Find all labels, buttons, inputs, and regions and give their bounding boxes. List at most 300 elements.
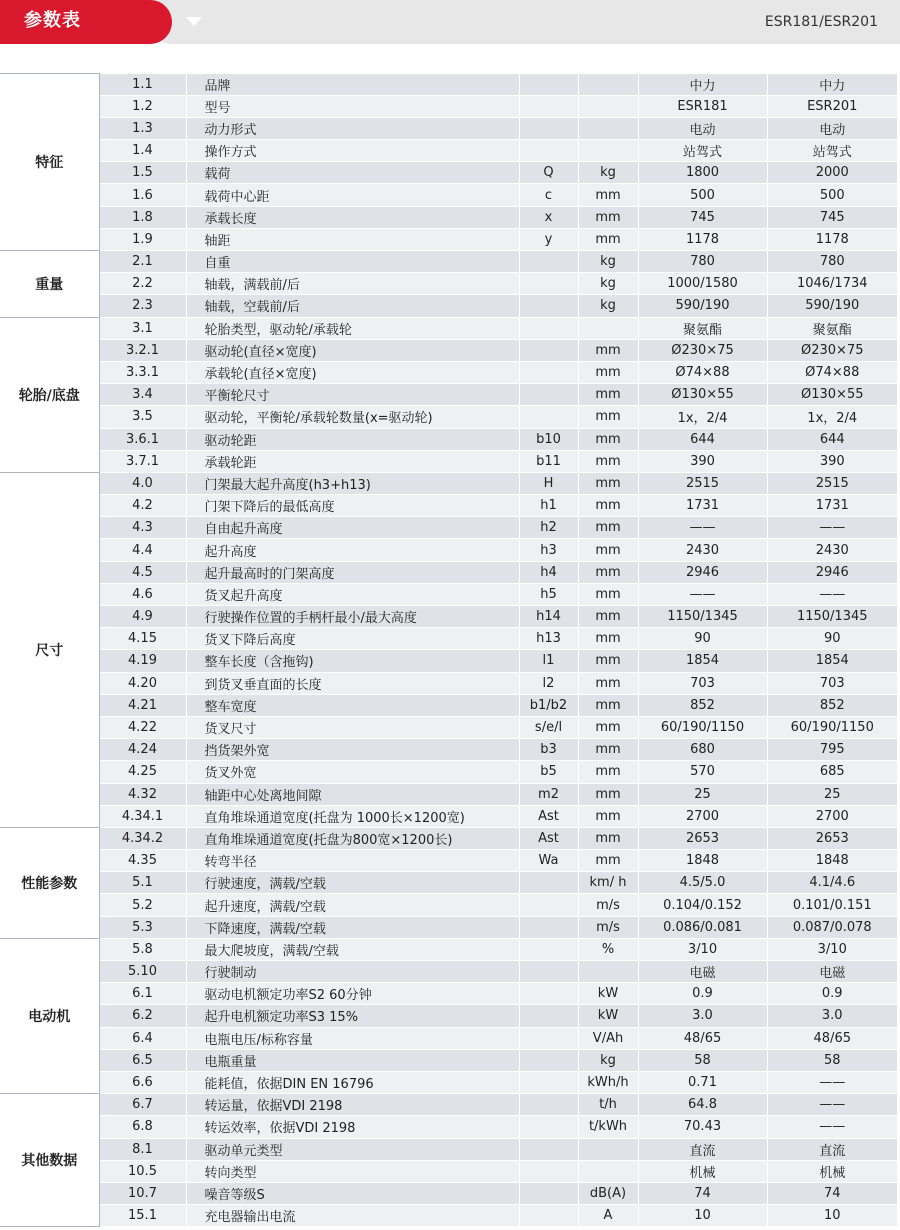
item-number: 6.7 — [99, 1094, 186, 1116]
value-esr181: 745 — [638, 206, 767, 228]
item-unit: m/s — [578, 916, 638, 938]
item-number: 6.4 — [99, 1027, 186, 1049]
item-unit: mm — [578, 805, 638, 827]
item-name: 型号 — [186, 95, 519, 117]
item-number: 1.3 — [99, 117, 186, 139]
value-esr201: 644 — [767, 428, 897, 450]
item-number: 1.2 — [99, 95, 186, 117]
value-esr201: —— — [767, 517, 897, 539]
value-esr201: 390 — [767, 450, 897, 472]
item-number: 4.15 — [99, 628, 186, 650]
value-esr181: 852 — [638, 694, 767, 716]
item-unit: m/s — [578, 894, 638, 916]
value-esr181: 1178 — [638, 228, 767, 250]
item-name: 品牌 — [186, 74, 519, 96]
item-name: 起升高度 — [186, 539, 519, 561]
item-number: 4.9 — [99, 606, 186, 628]
item-unit — [578, 1160, 638, 1182]
item-unit: mm — [578, 850, 638, 872]
item-unit: dB(A) — [578, 1182, 638, 1204]
item-name: 起升最高时的门架高度 — [186, 561, 519, 583]
value-esr181: 48/65 — [638, 1027, 767, 1049]
item-number: 1.6 — [99, 184, 186, 206]
item-name: 动力形式 — [186, 117, 519, 139]
table-row — [0, 339, 897, 361]
value-esr181: 机械 — [638, 1160, 767, 1182]
value-esr201: 聚氨酯 — [767, 317, 897, 339]
value-esr181: 644 — [638, 428, 767, 450]
value-esr181: 2515 — [638, 472, 767, 494]
item-name: 直角堆垛通道宽度(托盘为800宽×1200长) — [186, 827, 519, 849]
item-name: 电瓶重量 — [186, 1049, 519, 1071]
value-esr181: Ø74×88 — [638, 361, 767, 383]
value-esr181: 直流 — [638, 1138, 767, 1160]
value-esr181: 1000/1580 — [638, 273, 767, 295]
value-esr201: 1046/1734 — [767, 273, 897, 295]
value-esr181: Ø130×55 — [638, 384, 767, 406]
table-row — [0, 827, 897, 849]
item-unit — [578, 117, 638, 139]
item-symbol — [519, 140, 578, 162]
category-label: 重量 — [0, 251, 99, 318]
item-unit: mm — [578, 583, 638, 605]
value-esr201: 电动 — [767, 117, 897, 139]
item-name: 挡货架外宽 — [186, 739, 519, 761]
table-row — [0, 739, 897, 761]
item-symbol: h13 — [519, 628, 578, 650]
item-number: 3.5 — [99, 406, 186, 428]
table-row — [0, 1094, 897, 1116]
item-name: 货叉尺寸 — [186, 716, 519, 738]
item-unit: kg — [578, 273, 638, 295]
item-number: 3.4 — [99, 384, 186, 406]
item-name: 驱动电机额定功率S2 60分钟 — [186, 983, 519, 1005]
item-name: 驱动轮距 — [186, 428, 519, 450]
table-row — [0, 251, 897, 273]
item-number: 2.3 — [99, 295, 186, 317]
value-esr181: 500 — [638, 184, 767, 206]
item-symbol: h5 — [519, 583, 578, 605]
category-label: 其他数据 — [0, 1094, 99, 1227]
item-name: 行驶操作位置的手柄杆最小/最大高度 — [186, 606, 519, 628]
table-row — [0, 295, 897, 317]
value-esr201: 1150/1345 — [767, 606, 897, 628]
item-symbol: x — [519, 206, 578, 228]
value-esr201: 2430 — [767, 539, 897, 561]
item-unit: mm — [578, 739, 638, 761]
value-esr201: 745 — [767, 206, 897, 228]
table-row — [0, 117, 897, 139]
item-symbol: h4 — [519, 561, 578, 583]
value-esr201: 0.9 — [767, 983, 897, 1005]
item-name: 载荷中心距 — [186, 184, 519, 206]
item-number: 4.35 — [99, 850, 186, 872]
value-esr201: 10 — [767, 1205, 897, 1227]
item-symbol: m2 — [519, 783, 578, 805]
item-symbol — [519, 406, 578, 428]
value-esr201: 795 — [767, 739, 897, 761]
item-symbol — [519, 251, 578, 273]
value-esr181: 电动 — [638, 117, 767, 139]
value-esr201: 4.1/4.6 — [767, 872, 897, 894]
page-title: 参数表 — [24, 10, 81, 31]
item-number: 10.7 — [99, 1182, 186, 1204]
item-number: 1.1 — [99, 74, 186, 96]
category-label: 电动机 — [0, 938, 99, 1093]
value-esr181: ESR181 — [638, 95, 767, 117]
item-unit: mm — [578, 450, 638, 472]
value-esr181: 站驾式 — [638, 140, 767, 162]
value-esr201: 中力 — [767, 74, 897, 96]
item-number: 3.1 — [99, 317, 186, 339]
item-unit: kg — [578, 1049, 638, 1071]
item-symbol: c — [519, 184, 578, 206]
item-symbol — [519, 339, 578, 361]
value-esr201: —— — [767, 1071, 897, 1093]
item-number: 3.2.1 — [99, 339, 186, 361]
item-unit: km/ h — [578, 872, 638, 894]
value-esr201: —— — [767, 1094, 897, 1116]
value-esr201: Ø230×75 — [767, 339, 897, 361]
item-symbol — [519, 1005, 578, 1027]
category-label: 轮胎/底盘 — [0, 317, 99, 472]
item-symbol: b3 — [519, 739, 578, 761]
item-number: 2.2 — [99, 273, 186, 295]
item-name: 操作方式 — [186, 140, 519, 162]
item-name: 承载轮距 — [186, 450, 519, 472]
table-row — [0, 472, 897, 494]
table-row — [0, 228, 897, 250]
item-symbol — [519, 1182, 578, 1204]
value-esr181: 780 — [638, 251, 767, 273]
value-esr201: 2515 — [767, 472, 897, 494]
item-number: 4.19 — [99, 650, 186, 672]
value-esr181: 2700 — [638, 805, 767, 827]
item-symbol: l1 — [519, 650, 578, 672]
table-row — [0, 961, 897, 983]
item-unit: mm — [578, 561, 638, 583]
item-unit: mm — [578, 206, 638, 228]
value-esr181: 390 — [638, 450, 767, 472]
item-symbol: s/e/l — [519, 716, 578, 738]
item-unit: kW — [578, 1005, 638, 1027]
item-unit: mm — [578, 184, 638, 206]
value-esr201: 1178 — [767, 228, 897, 250]
item-unit: mm — [578, 539, 638, 561]
item-number: 6.1 — [99, 983, 186, 1005]
item-name: 货叉外宽 — [186, 761, 519, 783]
spec-table — [0, 73, 897, 1227]
item-symbol — [519, 916, 578, 938]
item-unit — [578, 317, 638, 339]
item-name: 轴距 — [186, 228, 519, 250]
item-unit: mm — [578, 228, 638, 250]
item-number: 1.5 — [99, 162, 186, 184]
item-unit: V/Ah — [578, 1027, 638, 1049]
item-name: 到货叉垂直面的长度 — [186, 672, 519, 694]
item-unit: mm — [578, 672, 638, 694]
item-unit: kg — [578, 162, 638, 184]
item-symbol: Ast — [519, 827, 578, 849]
table-row — [0, 273, 897, 295]
table-row — [0, 672, 897, 694]
item-symbol — [519, 1138, 578, 1160]
item-name: 充电器输出电流 — [186, 1205, 519, 1227]
table-row — [0, 1071, 897, 1093]
item-number: 4.5 — [99, 561, 186, 583]
value-esr201: 直流 — [767, 1138, 897, 1160]
item-symbol — [519, 74, 578, 96]
table-row — [0, 406, 897, 428]
item-unit: mm — [578, 716, 638, 738]
item-symbol: b5 — [519, 761, 578, 783]
item-unit: kg — [578, 251, 638, 273]
item-name: 载荷 — [186, 162, 519, 184]
value-esr181: 590/190 — [638, 295, 767, 317]
item-name: 轴距中心处离地间隙 — [186, 783, 519, 805]
item-symbol — [519, 1160, 578, 1182]
item-number: 4.6 — [99, 583, 186, 605]
value-esr201: 60/190/1150 — [767, 716, 897, 738]
value-esr181: 1x，2/4 — [638, 406, 767, 428]
item-symbol: h14 — [519, 606, 578, 628]
value-esr181: 2946 — [638, 561, 767, 583]
item-name: 承载轮(直径×宽度) — [186, 361, 519, 383]
item-number: 3.6.1 — [99, 428, 186, 450]
value-esr201: 703 — [767, 672, 897, 694]
value-esr201: 3.0 — [767, 1005, 897, 1027]
table-row — [0, 495, 897, 517]
item-number: 4.4 — [99, 539, 186, 561]
item-name: 整车宽度 — [186, 694, 519, 716]
item-symbol — [519, 872, 578, 894]
item-name: 平衡轮尺寸 — [186, 384, 519, 406]
item-name: 直角堆垛通道宽度(托盘为 1000长×1200宽) — [186, 805, 519, 827]
item-unit: mm — [578, 606, 638, 628]
item-name: 整车长度（含拖钩) — [186, 650, 519, 672]
item-number: 6.8 — [99, 1116, 186, 1138]
item-symbol: H — [519, 472, 578, 494]
item-number: 5.3 — [99, 916, 186, 938]
value-esr181: 4.5/5.0 — [638, 872, 767, 894]
table-row — [0, 517, 897, 539]
value-esr181: 中力 — [638, 74, 767, 96]
item-name: 自重 — [186, 251, 519, 273]
table-row — [0, 1005, 897, 1027]
value-esr201: 2000 — [767, 162, 897, 184]
item-unit: t/kWh — [578, 1116, 638, 1138]
value-esr181: 0.9 — [638, 983, 767, 1005]
item-name: 驱动轮(直径×宽度) — [186, 339, 519, 361]
value-esr181: 74 — [638, 1182, 767, 1204]
table-row — [0, 916, 897, 938]
item-number: 4.34.2 — [99, 827, 186, 849]
item-unit: t/h — [578, 1094, 638, 1116]
item-unit: mm — [578, 406, 638, 428]
value-esr181: 0.086/0.081 — [638, 916, 767, 938]
item-number: 4.3 — [99, 517, 186, 539]
item-unit: kWh/h — [578, 1071, 638, 1093]
item-number: 2.1 — [99, 251, 186, 273]
item-name: 行驶速度，满载/空载 — [186, 872, 519, 894]
item-symbol: b1/b2 — [519, 694, 578, 716]
item-unit: % — [578, 938, 638, 960]
item-number: 1.8 — [99, 206, 186, 228]
value-esr181: 3.0 — [638, 1005, 767, 1027]
value-esr201: 780 — [767, 251, 897, 273]
item-symbol — [519, 894, 578, 916]
item-name: 轮胎类型，驱动轮/承载轮 — [186, 317, 519, 339]
value-esr201: 3/10 — [767, 938, 897, 960]
item-unit: kW — [578, 983, 638, 1005]
item-name: 电瓶电压/标称容量 — [186, 1027, 519, 1049]
item-unit — [578, 95, 638, 117]
item-number: 15.1 — [99, 1205, 186, 1227]
item-name: 起升电机额定功率S3 15% — [186, 1005, 519, 1027]
value-esr201: 1731 — [767, 495, 897, 517]
item-number: 4.0 — [99, 472, 186, 494]
value-esr201: 1854 — [767, 650, 897, 672]
category-label: 特征 — [0, 74, 99, 251]
table-row — [0, 539, 897, 561]
item-symbol — [519, 361, 578, 383]
item-symbol — [519, 983, 578, 1005]
item-symbol — [519, 1205, 578, 1227]
table-row — [0, 1138, 897, 1160]
item-name: 轴载，满载前/后 — [186, 273, 519, 295]
item-unit: mm — [578, 428, 638, 450]
item-number: 6.5 — [99, 1049, 186, 1071]
value-esr201: 58 — [767, 1049, 897, 1071]
value-esr181: 2653 — [638, 827, 767, 849]
item-number: 4.20 — [99, 672, 186, 694]
table-row — [0, 805, 897, 827]
value-esr201: 电磁 — [767, 961, 897, 983]
item-number: 5.1 — [99, 872, 186, 894]
item-symbol: Ast — [519, 805, 578, 827]
item-unit: mm — [578, 517, 638, 539]
table-row — [0, 162, 897, 184]
table-row — [0, 583, 897, 605]
item-unit: mm — [578, 783, 638, 805]
value-esr201: 90 — [767, 628, 897, 650]
table-row — [0, 606, 897, 628]
item-symbol: b10 — [519, 428, 578, 450]
value-esr201: 48/65 — [767, 1027, 897, 1049]
item-number: 4.24 — [99, 739, 186, 761]
table-row — [0, 1205, 897, 1227]
value-esr201: 852 — [767, 694, 897, 716]
item-symbol: h3 — [519, 539, 578, 561]
item-name: 下降速度，满载/空载 — [186, 916, 519, 938]
item-number: 6.2 — [99, 1005, 186, 1027]
item-number: 4.34.1 — [99, 805, 186, 827]
value-esr181: 1731 — [638, 495, 767, 517]
value-esr181: 10 — [638, 1205, 767, 1227]
table-row — [0, 694, 897, 716]
item-name: 门架下降后的最低高度 — [186, 495, 519, 517]
chevron-down-icon[interactable] — [186, 17, 202, 26]
item-number: 6.6 — [99, 1071, 186, 1093]
model-names: ESR181/ESR201 — [764, 14, 878, 30]
item-unit: mm — [578, 361, 638, 383]
item-name: 起升速度，满载/空载 — [186, 894, 519, 916]
value-esr201: —— — [767, 1116, 897, 1138]
value-esr181: 3/10 — [638, 938, 767, 960]
value-esr201: 2700 — [767, 805, 897, 827]
item-name: 转运量，依据VDI 2198 — [186, 1094, 519, 1116]
item-unit: mm — [578, 628, 638, 650]
value-esr181: 0.104/0.152 — [638, 894, 767, 916]
table-row — [0, 95, 897, 117]
item-symbol — [519, 1116, 578, 1138]
item-name: 门架最大起升高度(h3+h13) — [186, 472, 519, 494]
table-row — [0, 140, 897, 162]
table-row — [0, 561, 897, 583]
item-name: 能耗值，依据DIN EN 16796 — [186, 1071, 519, 1093]
value-esr201: 0.087/0.078 — [767, 916, 897, 938]
value-esr201: 590/190 — [767, 295, 897, 317]
value-esr181: 70.43 — [638, 1116, 767, 1138]
item-number: 5.10 — [99, 961, 186, 983]
value-esr181: 0.71 — [638, 1071, 767, 1093]
value-esr181: —— — [638, 583, 767, 605]
table-row — [0, 783, 897, 805]
item-unit: mm — [578, 384, 638, 406]
item-name: 承载长度 — [186, 206, 519, 228]
item-number: 1.9 — [99, 228, 186, 250]
value-esr201: 机械 — [767, 1160, 897, 1182]
item-symbol — [519, 961, 578, 983]
item-number: 5.8 — [99, 938, 186, 960]
item-name: 货叉起升高度 — [186, 583, 519, 605]
table-row — [0, 650, 897, 672]
item-number: 4.2 — [99, 495, 186, 517]
item-symbol: y — [519, 228, 578, 250]
value-esr181: 1854 — [638, 650, 767, 672]
item-number: 4.32 — [99, 783, 186, 805]
item-symbol: b11 — [519, 450, 578, 472]
item-symbol: Wa — [519, 850, 578, 872]
item-name: 驱动轮，平衡轮/承载轮数量(x=驱动轮) — [186, 406, 519, 428]
value-esr201: 0.101/0.151 — [767, 894, 897, 916]
value-esr181: 25 — [638, 783, 767, 805]
value-esr201: 500 — [767, 184, 897, 206]
value-esr181: 570 — [638, 761, 767, 783]
table-row — [0, 761, 897, 783]
item-name: 转向类型 — [186, 1160, 519, 1182]
value-esr181: 60/190/1150 — [638, 716, 767, 738]
value-esr181: 1150/1345 — [638, 606, 767, 628]
item-unit — [578, 140, 638, 162]
item-number: 8.1 — [99, 1138, 186, 1160]
item-number: 10.5 — [99, 1160, 186, 1182]
item-symbol — [519, 1094, 578, 1116]
value-esr181: 58 — [638, 1049, 767, 1071]
item-unit: mm — [578, 472, 638, 494]
table-row — [0, 872, 897, 894]
value-esr201: 1x，2/4 — [767, 406, 897, 428]
value-esr181: 680 — [638, 739, 767, 761]
category-label: 尺寸 — [0, 472, 99, 827]
item-number: 4.25 — [99, 761, 186, 783]
item-unit: A — [578, 1205, 638, 1227]
item-symbol — [519, 1071, 578, 1093]
table-row — [0, 716, 897, 738]
item-name: 轴载，空载前/后 — [186, 295, 519, 317]
value-esr181: 2430 — [638, 539, 767, 561]
item-unit: kg — [578, 295, 638, 317]
